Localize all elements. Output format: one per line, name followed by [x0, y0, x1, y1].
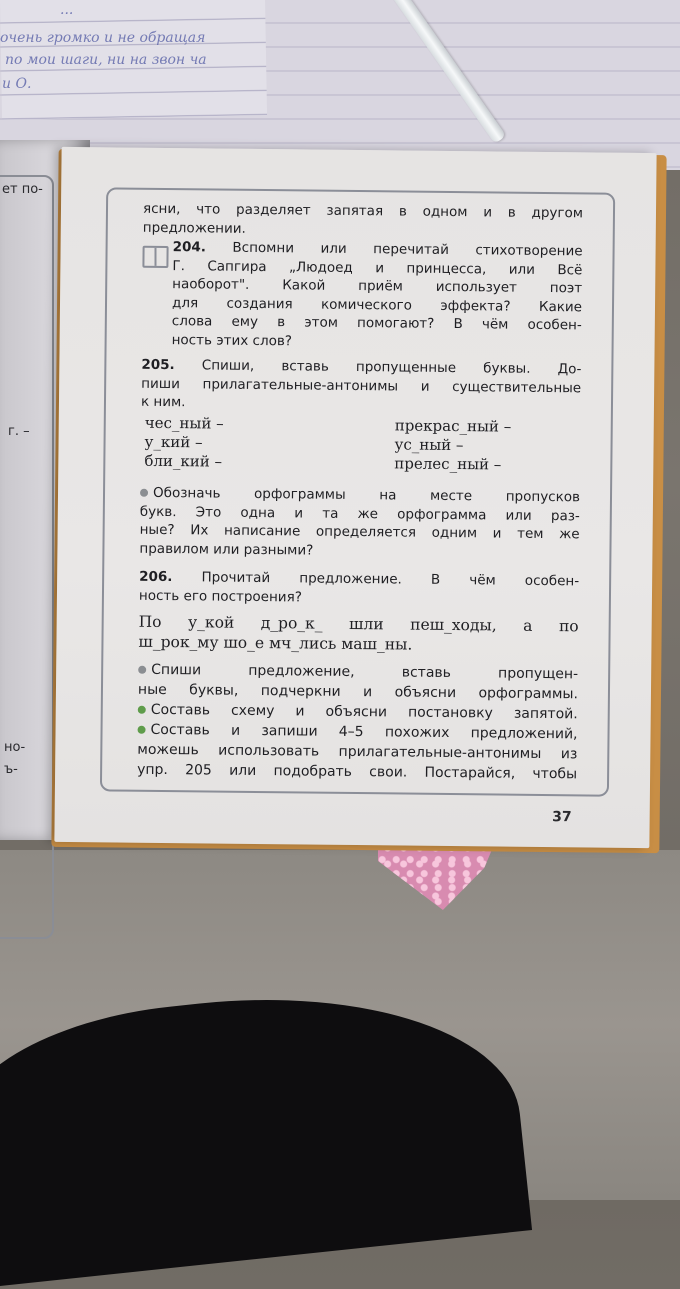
text-line: ность его построения?	[138, 587, 303, 605]
text-line: Г. Сапгира „Людоед и принцесса, или Всё	[172, 257, 583, 278]
text-line: к ним.	[140, 393, 186, 411]
handwriting-line: ...	[60, 2, 74, 18]
text-line: Прочитай предложение. В чём особен-	[201, 569, 580, 590]
exercise-206-sentence	[138, 612, 578, 657]
text-line: предложении.	[142, 219, 246, 237]
exercise-205-task	[139, 484, 580, 563]
bullet-dot	[140, 488, 148, 496]
exercise-206-tasks	[137, 660, 578, 785]
text-line: пиши прилагательные-антонимы и существительные	[141, 375, 582, 396]
word-list-right	[394, 416, 511, 474]
text-line: правилом или разными?	[139, 540, 314, 559]
sentence-line: По у_кой д_ро_к_ шли пеш_ходы, а по	[138, 612, 579, 636]
text-line: упр. 205 или подобрать свои. Постарайся, чтобы	[137, 761, 578, 783]
exercise-number: 205.	[141, 356, 175, 374]
text-line: ные? Их написание определяется одним и тем же	[139, 521, 580, 543]
word-item: у_кий –	[144, 432, 203, 452]
text-line: ясни, что разделяет запятая в одном и в другом	[142, 200, 584, 222]
left-page-fragment: ъ-	[4, 762, 18, 777]
handwriting-line: по мои шаги, ни на звон ча	[5, 52, 207, 68]
text-line: Обозначь орфограммы на месте пропусков	[152, 484, 581, 506]
word-item: ус_ный –	[394, 435, 464, 455]
left-page-fragment: ет по-	[2, 182, 43, 197]
bullet-dot	[138, 725, 146, 733]
text-line: наоборот". Какой приём использует поэт	[172, 276, 583, 297]
text-line: ность этих слов?	[171, 331, 293, 349]
text-line: Вспомни или перечитай стихотворение	[232, 239, 583, 260]
intro-text	[143, 200, 583, 242]
bullet-dot	[138, 665, 146, 673]
left-page-fragment: г. –	[8, 424, 30, 439]
handwriting-line: очень громко и не обращая	[0, 30, 206, 46]
exercise-205	[141, 356, 582, 416]
text-line: Составь и запиши 4–5 похожих предложений,	[150, 721, 578, 743]
handwriting-line: и О.	[2, 76, 32, 92]
text-line: Спиши, вставь пропущенные буквы. До-	[201, 357, 582, 378]
sentence-line: ш_рок_му шо_е мч_лись маш_ны.	[138, 632, 413, 654]
text-line: можешь использовать прилагательные-антонимы из	[137, 741, 578, 763]
exercise-204	[172, 238, 583, 353]
left-page-fragment: но-	[4, 740, 26, 755]
text-line: Составь схему и объясни постановку запятой.	[150, 701, 578, 723]
exercise-number: 204.	[172, 239, 207, 256]
book-icon	[142, 246, 168, 268]
bullet-dot	[138, 705, 146, 713]
text-line: для создания комического эффекта? Какие	[171, 294, 583, 315]
text-line: букв. Это одна и та же орфограмма или раз-	[139, 503, 580, 524]
word-item: бли_кий –	[144, 451, 223, 471]
word-item: прелес_ный –	[394, 454, 502, 474]
word-list-left	[144, 414, 223, 472]
text-line: Спиши предложение, вставь пропущен-	[151, 661, 579, 683]
word-item: чес_ный –	[144, 413, 224, 433]
exercise-number: 206.	[139, 568, 173, 586]
text-line: слова ему в этом помогают? В чём особен-	[171, 313, 582, 334]
left-page-frame	[0, 175, 54, 939]
exercise-206	[139, 568, 579, 610]
page-number: 37	[552, 809, 572, 826]
text-line: ные буквы, подчеркни и объясни орфограммы.	[137, 681, 579, 703]
word-item: прекрас_ный –	[394, 416, 512, 436]
textbook-page	[54, 147, 656, 848]
